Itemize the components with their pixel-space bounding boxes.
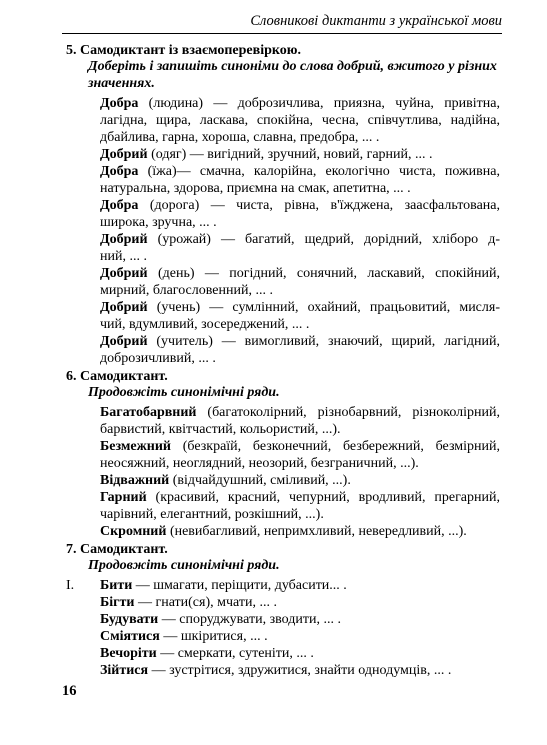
section-6-line: чарівний, елегантний, розкішний, ...). — [100, 507, 324, 522]
section-7-title: 7. Самодиктант. — [66, 542, 168, 557]
section-5-line: Добрий (одяг) — вигідний, зручний, новий, гарний, ... . — [100, 147, 433, 162]
roman-numeral: I. — [66, 578, 75, 593]
section-6-line: Безмежний (безкраїй, безконечний, безбережний, безмірний, — [100, 439, 500, 454]
section-6-line: неосяжний, неоглядний, неозорий, безграничний, ...). — [100, 456, 419, 471]
section-6-title: 6. Самодиктант. — [66, 369, 168, 384]
section-7-line: Будувати — споруджувати, зводити, ... . — [100, 612, 341, 627]
section-6-line: Скромний (невибагливий, непримхливий, невередливий, ...). — [100, 524, 467, 539]
section-7-line: Зійтися — зустрітися, здружитися, знайти однодумців, ... . — [100, 663, 452, 678]
section-5-title: 5. Самодиктант із взаємоперевіркою. — [66, 43, 301, 58]
section-5-line: чий, вдумливий, зосереджений, ... . — [100, 317, 310, 332]
section-6-line: Багатобарвний (багатоколірний, різнобарвний, різноколірний, — [100, 405, 500, 420]
section-7-line: Бити — шмагати, періщити, дубасити... . — [100, 578, 347, 593]
section-5-instruction-line-2: значеннях. — [88, 76, 155, 91]
section-5-line: натуральна, здорова, приємна на смак, апетитна, ... . — [100, 181, 411, 196]
section-7-line: Вечоріти — смеркати, сутеніти, ... . — [100, 646, 314, 661]
section-5-line: Добра (дорога) — чиста, рівна, в'їжджена, заасфальтована, — [100, 198, 500, 213]
section-5-line: Добрий (учитель) — вимогливий, знаючий, щирий, лагідний, — [100, 334, 500, 349]
section-5-line: Добра (їжа)— смачна, калорійна, екологічно чиста, поживна, — [100, 164, 500, 179]
section-5-line: ний, ... . — [100, 249, 147, 264]
section-7-line: Бігти — гнати(ся), мчати, ... . — [100, 595, 277, 610]
section-6-instruction: Продовжіть синонімічні ряди. — [88, 385, 280, 400]
section-5-line: лагідна, щира, ласкава, спокійна, чесна, співчутлива, надійна, — [100, 113, 500, 128]
section-7-line: Сміятися — шкіритися, ... . — [100, 629, 268, 644]
section-5-instruction-line-1: Доберіть і запишіть синоніми до слова добрий, вжитого у різних — [88, 59, 497, 74]
section-5-line: Добра (людина) — доброзичлива, приязна, чуйна, привітна, — [100, 96, 500, 111]
section-5-line: широка, зручна, ... . — [100, 215, 217, 230]
page-number: 16 — [62, 683, 77, 699]
section-5-line: Добрий (день) — погідний, сонячний, ласкавий, спокійний, — [100, 266, 500, 281]
section-5-line: Добрий (учень) — сумлінний, охайний, працьовитий, мисля- — [100, 300, 500, 315]
section-5-line: Добрий (урожай) — багатий, щедрий, дорідний, хліборо д- — [100, 232, 500, 247]
section-7-instruction: Продовжіть синонімічні ряди. — [88, 558, 280, 573]
section-6-line: Гарний (красивий, красний, чепурний, вродливий, прегарний, — [100, 490, 500, 505]
running-header: Словникові диктанти з української мови — [62, 8, 502, 34]
section-5-line: дбайлива, гарна, хороша, славна, предобра, ... . — [100, 130, 380, 145]
section-5-line: мирний, благословенний, ... . — [100, 283, 273, 298]
section-6-line: барвистий, квітчастий, кольористий, ...). — [100, 422, 341, 437]
section-5-line: доброзичливий, ... . — [100, 351, 216, 366]
section-6-line: Відважний (відчайдушний, сміливий, ...). — [100, 473, 351, 488]
